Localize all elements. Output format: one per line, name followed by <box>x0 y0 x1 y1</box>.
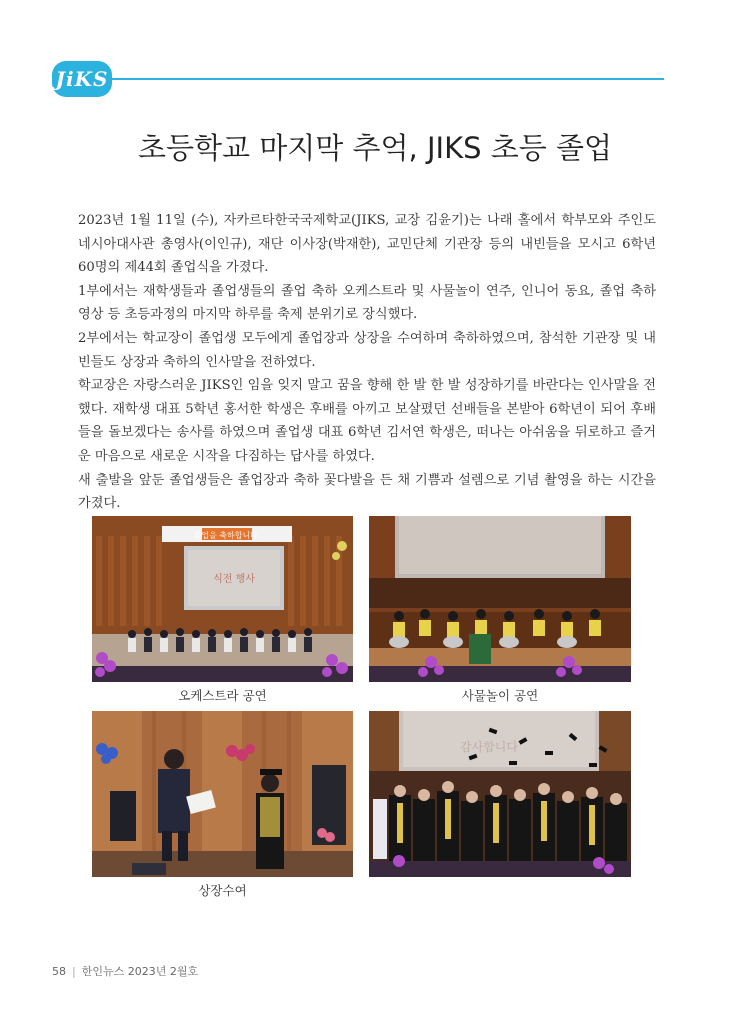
article-title: 초등학교 마지막 추억, JIKS 초등 졸업 <box>137 131 613 165</box>
article-body <box>78 209 656 516</box>
page-number: 58 <box>52 965 66 978</box>
orchestra-photo <box>92 516 353 682</box>
jiks-logo <box>52 61 112 97</box>
paragraph: 학교장은 자랑스러운 JIKS인 임을 잊지 말고 꿈을 향해 한 발 한 발 성장하기를 바란다는 인사말을 전했다. 재학생 대표 5학년 홍서한 학생은 후배를 아끼고 보살폈던 선배들을 본받아 6학년이 되어 후배들을 돌보겠다는 송사를 하였으며 졸업생 대표 6학년 김서연 학생은, 떠나는 아쉬움을 뒤로하고 즐거운 마음으로 새로운 시작을 다짐하는 답사를 하였다. <box>78 378 656 464</box>
header-rule <box>108 78 664 80</box>
logo-text: JiKS <box>55 67 109 91</box>
samulnori-caption: 사물놀이 공연 <box>461 688 539 703</box>
award-photo <box>92 711 353 877</box>
paragraph: 2부에서는 학교장이 졸업생 모두에게 졸업장과 상장을 수여하며 축하하였으며, 참석한 기관장 및 내빈들도 상장과 축하의 인사말을 전하였다. <box>78 330 656 370</box>
orchestra-caption: 오케스트라 공연 <box>178 688 267 703</box>
award-caption: 상장수여 <box>198 883 247 898</box>
screen-text: 식전 행사 <box>213 574 255 585</box>
footer-separator: | <box>72 965 76 978</box>
paragraph: 2023년 1월 11일 (수), 자카르타한국국제학교(JIKS, 교장 김윤기)는 나래 홀에서 학부모와 주인도네시아대사관 총영사(이인규), 재단 이사장(박재한), 교민단체 기관장 등의 내빈들을 모시고 6학년 60명의 제44회 졸업식을 가졌다. <box>78 213 656 276</box>
page-footer <box>52 963 198 979</box>
samulnori-photo <box>369 516 631 682</box>
banner-text: 졸업을 축하합니다. <box>193 531 261 540</box>
celebration-photo <box>369 711 631 877</box>
publication-name: 한인뉴스 2023년 2월호 <box>81 965 199 978</box>
screen-text: 감사합니다 <box>460 740 518 754</box>
paragraph: 1부에서는 재학생들과 졸업생들의 졸업 축하 오케스트라 및 사물놀이 연주, 인니어 동요, 졸업 축하 영상 등 초등과정의 마지막 하루를 축제 분위기로 장식했다. <box>78 283 656 323</box>
paragraph: 새 출발을 앞둔 졸업생들은 졸업장과 축하 꽃다발을 든 채 기쁨과 설렘으로 기념 촬영을 하는 시간을 가졌다. <box>78 472 656 512</box>
